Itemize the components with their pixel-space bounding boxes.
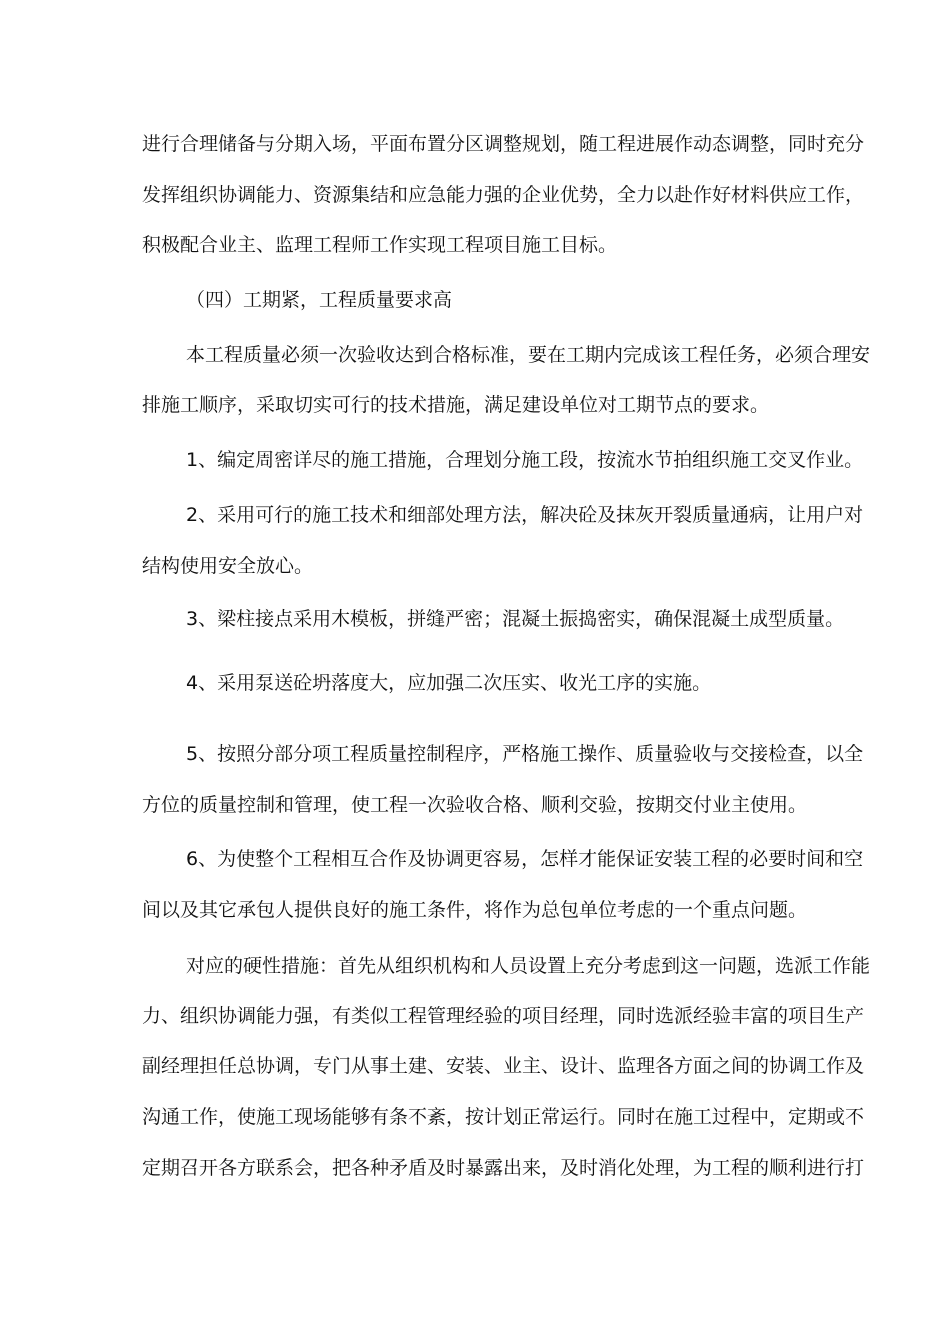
text-line: 发挥组织协调能力、资源集结和应急能力强的企业优势，全力以赴作好材料供应工作，: [142, 184, 865, 206]
text-line: 积极配合业主、监理工程师工作实现工程项目施工目标。: [142, 234, 618, 256]
text-line: 进行合理储备与分期入场，平面布置分区调整规划，随工程进展作动态调整，同时充分: [142, 133, 865, 155]
section-heading: （四）工期紧，工程质量要求高: [186, 289, 453, 311]
list-item: 6、为使整个工程相互合作及协调更容易，怎样才能保证安装工程的必要时间和空: [186, 848, 864, 870]
text-line: 间以及其它承包人提供良好的施工条件，将作为总包单位考虑的一个重点问题。: [142, 899, 808, 921]
text-line: 定期召开各方联系会，把各种矛盾及时暴露出来，及时消化处理，为工程的顺利进行打: [142, 1157, 865, 1179]
list-item: 2、采用可行的施工技术和细部处理方法，解决砼及抹灰开裂质量通病，让用户对: [186, 504, 864, 526]
text-line: 副经理担任总协调，专门从事土建、安装、业主、设计、监理各方面之间的协调工作及: [142, 1055, 865, 1077]
paragraph-start: 对应的硬性措施：首先从组织机构和人员设置上充分考虑到这一问题，选派工作能: [186, 955, 871, 977]
list-item: 4、采用泵送砼坍落度大，应加强二次压实、收光工序的实施。: [186, 672, 712, 694]
list-item: 1、编定周密详尽的施工措施，合理划分施工段，按流水节拍组织施工交叉作业。: [186, 449, 864, 471]
text-line: 方位的质量控制和管理，使工程一次验收合格、顺利交验，按期交付业主使用。: [142, 794, 808, 816]
text-line: 排施工顺序，采取切实可行的技术措施，满足建设单位对工期节点的要求。: [142, 394, 770, 416]
text-line: 沟通工作，使施工现场能够有条不紊，按计划正常运行。同时在施工过程中，定期或不: [142, 1106, 865, 1128]
text-line: 力、组织协调能力强，有类似工程管理经验的项目经理，同时选派经验丰富的项目生产: [142, 1005, 865, 1027]
list-item: 5、按照分部分项工程质量控制程序，严格施工操作、质量验收与交接检查，以全: [186, 743, 864, 765]
list-item: 3、梁柱接点采用木模板，拼缝严密；混凝土振捣密实，确保混凝土成型质量。: [186, 608, 845, 630]
text-line: 结构使用安全放心。: [142, 555, 314, 577]
text-line: 本工程质量必须一次验收达到合格标准，要在工期内完成该工程任务，必须合理安: [186, 344, 871, 366]
